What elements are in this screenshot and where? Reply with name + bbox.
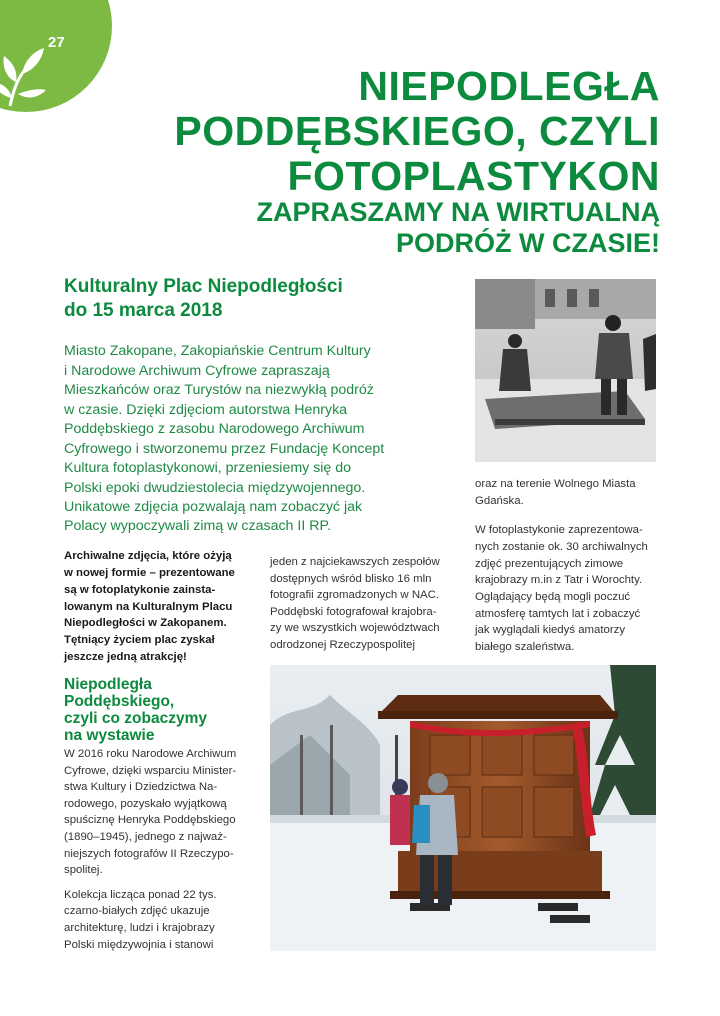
mid-line: Poddębski fotografował krajobra- xyxy=(270,606,437,618)
subtitle-line-2: PODRÓŻ W CZASIE! xyxy=(396,228,660,258)
right-line: atmosferę tamtych lat i zobaczyć xyxy=(475,608,641,620)
lead-line: Archiwalne zdjęcia, które ożyją xyxy=(64,550,232,562)
intro-line: w czasie. Dzięki zdjęciom autorstwa Henryka xyxy=(64,402,348,418)
right-line: Gdańska. xyxy=(475,495,524,507)
lead-line: jeszcze jedną atrakcję! xyxy=(64,651,187,663)
body-line: stwa Kultury i Dziedzictwa Na- xyxy=(64,781,218,793)
intro-line: Cyfrowego i stworzonemu przez Fundację Koncept xyxy=(64,441,385,457)
right-line: W fotoplastykonie zaprezentowa- xyxy=(475,524,643,536)
right-line: zdjęć prezentujących zimowe xyxy=(475,558,624,570)
intro-line: Kultura fotoplastykonowi, przeniesiemy się do xyxy=(64,460,352,476)
body-line: niejszych fotografów II Rzeczypo- xyxy=(64,848,234,860)
body-line: rodowego, pozyskało wyjątkową xyxy=(64,798,227,810)
intro-line: Unikatowe zdjęcia pozwalają nam zobaczyć jak xyxy=(64,499,363,515)
body-line: architekturę, ludzi i krajobrazy xyxy=(64,922,215,934)
title-line-1: NIEPODLEGŁA xyxy=(358,63,660,109)
right-line: krajobrazy m.in z Tatr i Worochty. xyxy=(475,574,643,586)
body-line: Polski międzywojnia i stanowi xyxy=(64,939,214,951)
mid-line: fotografii zgromadzonych w NAC. xyxy=(270,589,440,601)
intro-line: Polacy wypoczywali zimą w czasach II RP. xyxy=(64,518,332,534)
body-line: czarno-białych zdjęć ukazuje xyxy=(64,905,210,917)
body-line: spolitej. xyxy=(64,864,103,876)
lead-line: Tętniący życiem plac zyskał xyxy=(64,634,215,646)
right-line: oraz na terenie Wolnego Miasta xyxy=(475,478,636,490)
section-heading: na wystawie xyxy=(64,727,155,744)
intro-line: Mieszkańców oraz Turystów na niezwykłą podróż xyxy=(64,382,374,398)
mid-line: zy we wszystkich województwach xyxy=(270,622,440,634)
event-line-2: do 15 marca 2018 xyxy=(64,300,223,321)
mid-line: dostępnych wśród blisko 16 mln xyxy=(270,573,432,585)
mid-line: jeden z najciekawszych zespołów xyxy=(270,556,440,568)
body-line: spuściznę Henryka Poddębskiego xyxy=(64,814,236,826)
body-line: (1890–1945), jednego z najważ- xyxy=(64,831,227,843)
mid-line: odrodzonej Rzeczypospolitej xyxy=(270,639,415,651)
subtitle-line-1: ZAPRASZAMY NA WIRTUALNĄ xyxy=(256,197,660,227)
fotoplastykon-photo xyxy=(270,665,656,951)
title-line-3: FOTOPLASTYKON xyxy=(287,153,660,199)
right-line: Oglądający będą mogli poczuć xyxy=(475,591,631,603)
right-line: białego szaleństwa. xyxy=(475,641,575,653)
lead-line: w nowej formie – prezentowane xyxy=(64,567,235,579)
section-heading: Niepodległa xyxy=(64,676,152,693)
right-line: jak wyglądali kiedyś amatorzy xyxy=(475,624,626,636)
title-line-2: PODDĘBSKIEGO, CZYLI xyxy=(174,108,660,154)
lead-line: są w fotoplatykonie zainsta- xyxy=(64,584,216,596)
intro-line: i Narodowe Archiwum Cyfrowe zapraszają xyxy=(64,363,330,379)
intro-line: Miasto Zakopane, Zakopiańskie Centrum Kultury xyxy=(64,343,371,359)
lead-line: Niepodległości w Zakopanem. xyxy=(64,617,227,629)
lead-line: lowanym na Kulturalnym Placu xyxy=(64,601,233,613)
body-line: W 2016 roku Narodowe Archiwum xyxy=(64,748,237,760)
archival-photo xyxy=(475,279,656,462)
page-number: 27 xyxy=(48,34,65,51)
intro-line: Poddębskiego z zasobu Narodowego Archiwum xyxy=(64,421,365,437)
body-line: Cyfrowe, dzięki wsparciu Minister- xyxy=(64,765,237,777)
event-line-1: Kulturalny Plac Niepodległości xyxy=(64,276,343,297)
section-heading: czyli co zobaczymy xyxy=(64,710,208,727)
right-line: nych zostanie ok. 30 archiwalnych xyxy=(475,541,648,553)
body-line: Kolekcja licząca ponad 22 tys. xyxy=(64,889,217,901)
section-heading: Poddębskiego, xyxy=(64,693,175,710)
intro-line: Polski epoki dwudziestolecia międzywojennego. xyxy=(64,480,366,496)
leaf-icon xyxy=(0,38,46,108)
